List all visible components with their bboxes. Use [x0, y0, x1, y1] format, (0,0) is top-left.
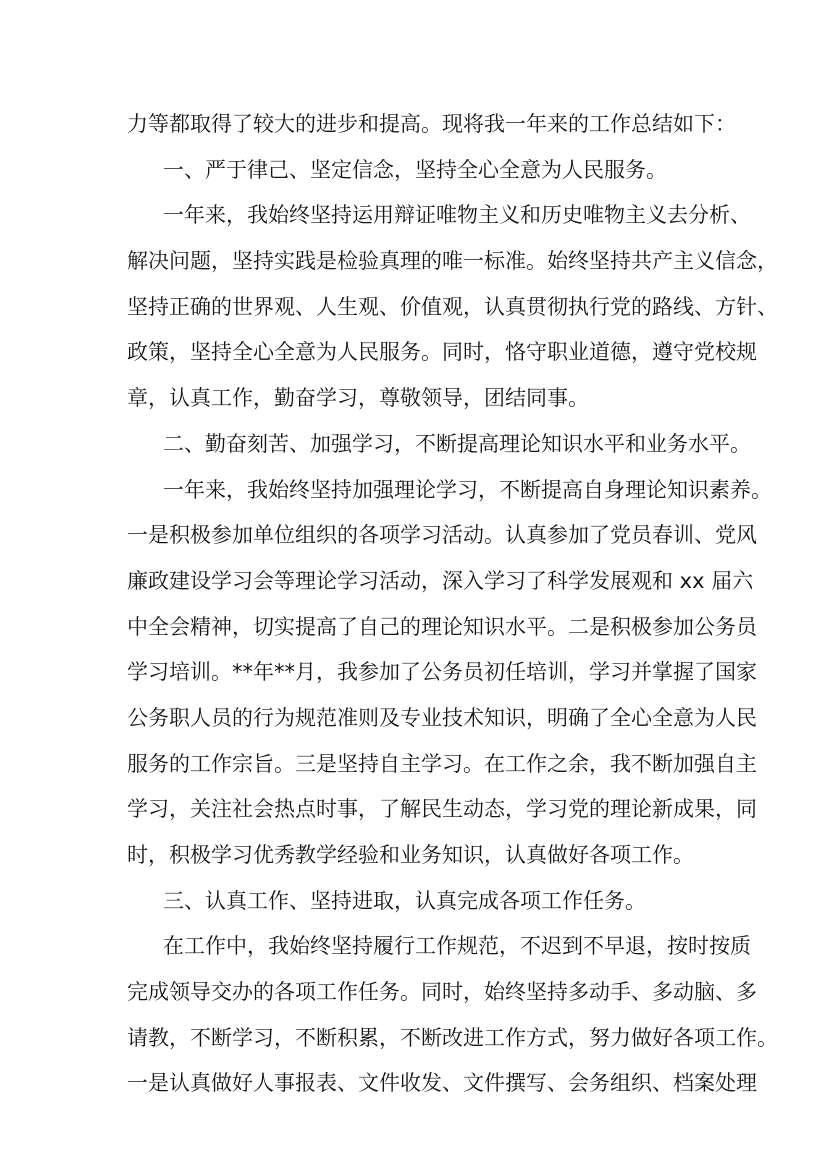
- text-line: 一是认真做好人事报表、文件收发、文件撰写、会务组织、档案处理: [127, 1071, 757, 1096]
- text-line: 章，认真工作，勤奋学习，尊敬领导，团结同事。: [127, 386, 589, 411]
- text-line: 政策，坚持全心全意为人民服务。同时，恪守职业道德，遵守党校规: [127, 340, 757, 365]
- text-line: 在工作中，我始终坚持履行工作规范，不迟到不早退，按时按质: [163, 934, 751, 959]
- text-line: 解决问题，坚持实践是检验真理的唯一标准。始终坚持共产主义信念，: [127, 249, 778, 274]
- text-line: 一是积极参加单位组织的各项学习活动。认真参加了党员春训、党风: [127, 523, 757, 548]
- text-line: 学习培训。**年**月，我参加了公务员初任培训，学习并掌握了国家: [127, 660, 757, 685]
- text-line: 完成领导交办的各项工作任务。同时，始终坚持多动手、多动脑、多: [127, 980, 757, 1005]
- section-heading-2: 二、勤奋刻苦、加强学习，不断提高理论知识水平和业务水平。: [163, 431, 751, 456]
- text-line: 时，积极学习优秀教学经验和业务知识，认真做好各项工作。: [127, 843, 694, 867]
- text-line: 廉政建设学习会等理论学习活动，深入学习了科学发展观和 xx 届六: [127, 568, 754, 593]
- text-line: 坚持正确的世界观、人生观、价值观，认真贯彻执行党的路线、方针、: [127, 294, 778, 319]
- text-line: 力等都取得了较大的进步和提高。现将我一年来的工作总结如下：: [127, 112, 736, 136]
- section-heading-3: 三、认真工作、坚持进取，认真完成各项工作任务。: [163, 888, 646, 913]
- text-line: 公务职人员的行为规范准则及专业技术知识，明确了全心全意为人民: [127, 705, 757, 730]
- text-line: 服务的工作宗旨。三是坚持自主学习。在工作之余，我不断加强自主: [127, 751, 757, 776]
- text-line: 中全会精神，切实提高了自己的理论知识水平。二是积极参加公务员: [127, 614, 757, 639]
- section-heading-1: 一、严于律己、坚定信念，坚持全心全意为人民服务。: [163, 157, 667, 182]
- text-line: 一年来，我始终坚持运用辩证唯物主义和历史唯物主义去分析、: [163, 203, 751, 228]
- text-line: 请教，不断学习，不断积累，不断改进工作方式，努力做好各项工作。: [127, 1025, 778, 1050]
- text-line: 一年来，我始终坚持加强理论学习，不断提高自身理论知识素养。: [163, 477, 772, 502]
- document-page: [127, 102, 778, 1107]
- text-line: 学习，关注社会热点时事，了解民生动态，学习党的理论新成果，同: [127, 797, 757, 822]
